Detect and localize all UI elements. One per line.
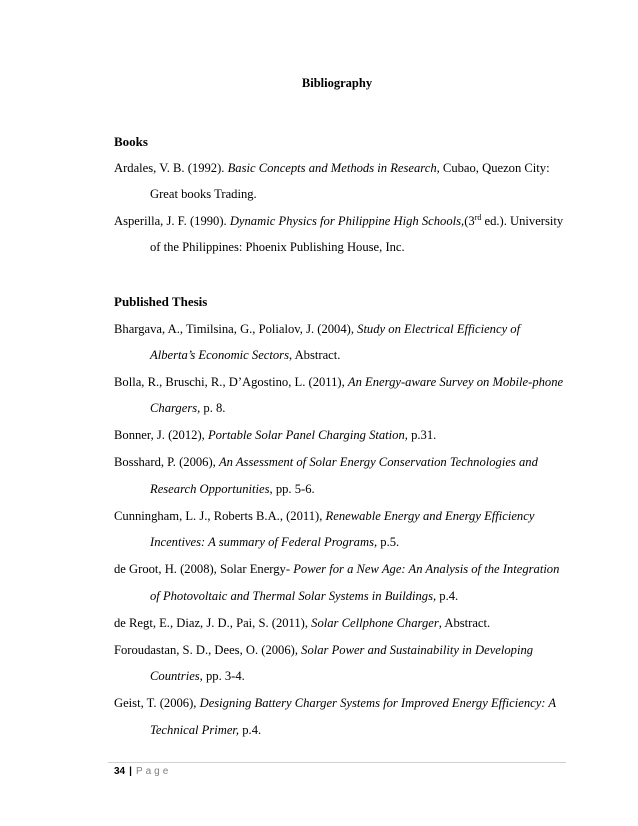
bib-entry-ardales-line2: Great books Trading. bbox=[150, 187, 257, 201]
bib-entry-bolla-line2: Chargers, p. 8. bbox=[150, 401, 226, 415]
bib-entry-foroudastan-line1: Foroudastan, S. D., Dees, O. (2006), Solar Power and Sustainability in Developing bbox=[114, 643, 534, 657]
page-word: Page bbox=[135, 766, 172, 777]
page-footer bbox=[114, 766, 171, 777]
page-number: 34 bbox=[114, 766, 126, 777]
footer-separator: | bbox=[129, 766, 132, 777]
bib-entry-geist-line2: Technical Primer, p.4. bbox=[150, 723, 262, 737]
bib-entry-bosshard-line1: Bosshard, P. (2006), An Assessment of Solar Energy Conservation Technologies and bbox=[114, 455, 538, 469]
bib-entry-cunningham-line1: Cunningham, L. J., Roberts B.A., (2011), Renewable Energy and Energy Efficiency bbox=[114, 509, 535, 523]
bib-entry-bhargava-line1: Bhargava, A., Timilsina, G., Polialov, J. (2004), Study on Electrical Efficiency of bbox=[114, 322, 521, 336]
section-heading-books: Books bbox=[114, 134, 148, 149]
bib-entry-bolla-line1: Bolla, R., Bruschi, R., D’Agostino, L. (2011), An Energy-aware Survey on Mobile-phone bbox=[114, 375, 564, 389]
bib-entry-asperilla-line2: of the Philippines: Phoenix Publishing House, Inc. bbox=[150, 240, 405, 254]
bib-entry-bosshard-line2: Research Opportunities, pp. 5-6. bbox=[150, 482, 315, 496]
bib-entry-geist-line1: Geist, T. (2006), Designing Battery Charger Systems for Improved Energy Efficiency: A bbox=[114, 696, 557, 710]
bib-entry-cunningham-line2: Incentives: A summary of Federal Programs, p.5. bbox=[150, 535, 400, 549]
bib-entry-degroot-line1: de Groot, H. (2008), Solar Energy- Power for a New Age: An Analysis of the Integration bbox=[114, 562, 560, 576]
bib-entry-degroot-line2: of Photovoltaic and Thermal Solar Systems in Buildings, p.4. bbox=[150, 589, 459, 603]
bib-entry-bhargava-line2: Alberta’s Economic Sectors, Abstract. bbox=[150, 348, 341, 362]
page-title: Bibliography bbox=[301, 76, 373, 90]
bib-entry-bonner: Bonner, J. (2012), Portable Solar Panel Charging Station, p.31. bbox=[114, 428, 437, 442]
bib-entry-ardales-line1: Ardales, V. B. (1992). Basic Concepts and Methods in Research, Cubao, Quezon City: bbox=[114, 161, 550, 175]
section-heading-published-thesis: Published Thesis bbox=[114, 294, 208, 309]
bib-entry-asperilla-line1: Asperilla, J. F. (1990). Dynamic Physics for Philippine High Schools,(3rd ed.). University bbox=[114, 213, 564, 228]
footer-divider bbox=[108, 762, 566, 763]
bib-entry-foroudastan-line2: Countries, pp. 3-4. bbox=[150, 669, 245, 683]
bib-entry-deregt: de Regt, E., Diaz, J. D., Pai, S. (2011), Solar Cellphone Charger, Abstract. bbox=[114, 616, 491, 630]
